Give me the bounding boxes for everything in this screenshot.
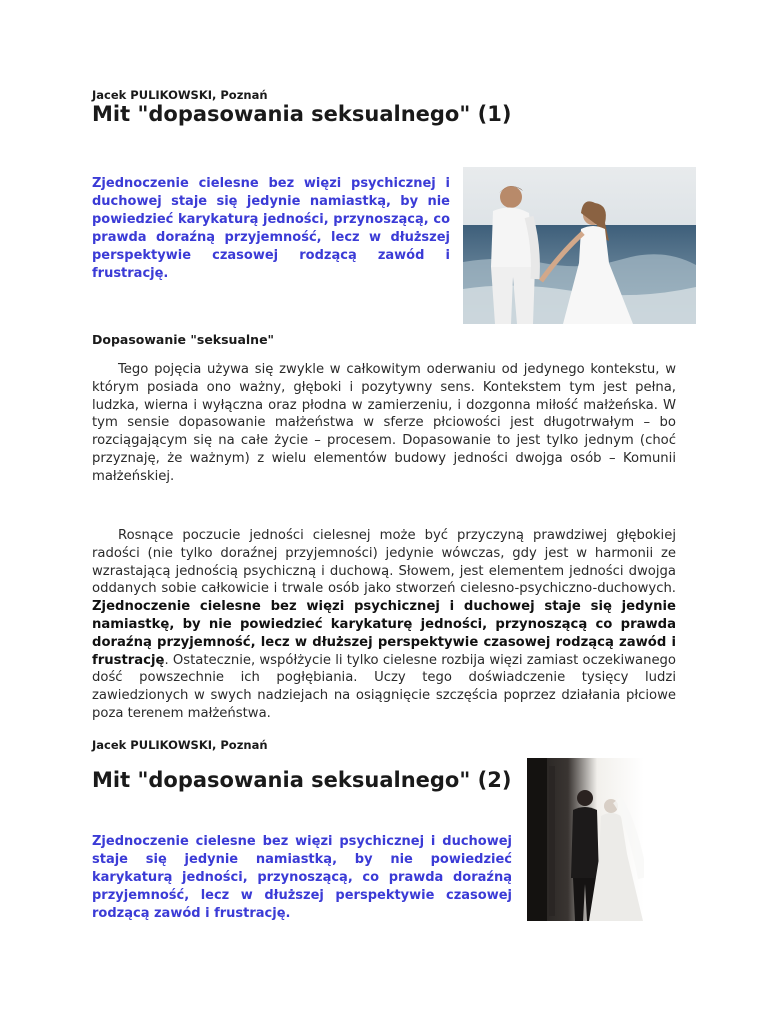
article1-paragraph1 xyxy=(92,361,676,486)
article1-subheading: Dopasowanie "seksualne" xyxy=(92,332,275,347)
article1-paragraph2 xyxy=(92,527,676,723)
couple-doorway-photo xyxy=(527,758,644,921)
paragraph2-start: Rosnące poczucie jedności cielesnej może być przyczyną prawdziwej głębokiej radości (nie tylko doraźnej przyjemności) jedynie wówczas, gdy jest w harmonii ze wzrastającą jednością psychiczną i duchową. Słowem, jest elementem jedności dwojga oddanych sobie całkowicie i trwale osób jako stworzeń cielesno-psychiczno-duchowych. xyxy=(92,528,676,597)
paragraph1-text: Tego pojęcia używa się zwykle w całkowitym oderwaniu od jedynego kontekstu, w którym posiada ono ważny, głęboki i pozytywny sens. Kontekstem tym jest pełna, ludzka, wierna i wyłączna oraz płodna w zamierzeniu, i dozgonna miłość małżeńska. W tym sensie dopasowanie małżeństwa w sferze płciowości jest długotrwałym – bo rozciągającym się na całe życie – procesem. Dopasowanie to jest tylko jednym (choć przyznaję, że ważnym) z wielu elementów budowy jedności dwojga osób – Komunii małżeńskiej. xyxy=(92,362,676,484)
article2-title: Mit "dopasowania seksualnego" (2) xyxy=(92,768,512,792)
paragraph2-end: . Ostatecznie, współżycie li tylko cielesne rozbija więzi zamiast oczekiwanego dość powszechnie ich pogłębiania. Uczy tego doświadczenie tysięcy ludzi zawiedzionych w swych nadziejach na osiągnięcie szczęścia poprzez działania płciowe poza terenem małżeństwa. xyxy=(92,652,676,721)
article1-author: Jacek PULIKOWSKI, Poznań xyxy=(92,88,268,102)
article1-lead: Zjednoczenie cielesne bez więzi psychicznej i duchowej staje się jedynie namiastką, by nie powiedzieć karykaturą jedności, przynoszącą, co prawda doraźną przyjemność, lecz w dłuższej perspektywie czasowej rodzącą zawód i frustrację. xyxy=(92,176,450,281)
article2-lead: Zjednoczenie cielesne bez więzi psychicznej i duchowej staje się jedynie namiastką, by nie powiedzieć karykaturą jedności, przynoszącą, co prawda doraźną przyjemność, lecz w dłuższej perspektywie czasowej rodzącą zawód i frustrację. xyxy=(92,834,512,921)
paragraph2-bold: Zjednoczenie cielesne bez więzi psychicznej i duchowej staje się jedynie namiastkę, by nie powiedzieć karykaturę jedności, przynoszącą co prawda doraźną przyjemność, lecz w dłuższej perspektywie czasowej rodzącą zawód i frustrację xyxy=(92,599,676,668)
couple-beach-photo xyxy=(463,167,696,324)
article1-title: Mit "dopasowania seksualnego" (1) xyxy=(92,102,512,126)
article2-author: Jacek PULIKOWSKI, Poznań xyxy=(92,738,268,752)
